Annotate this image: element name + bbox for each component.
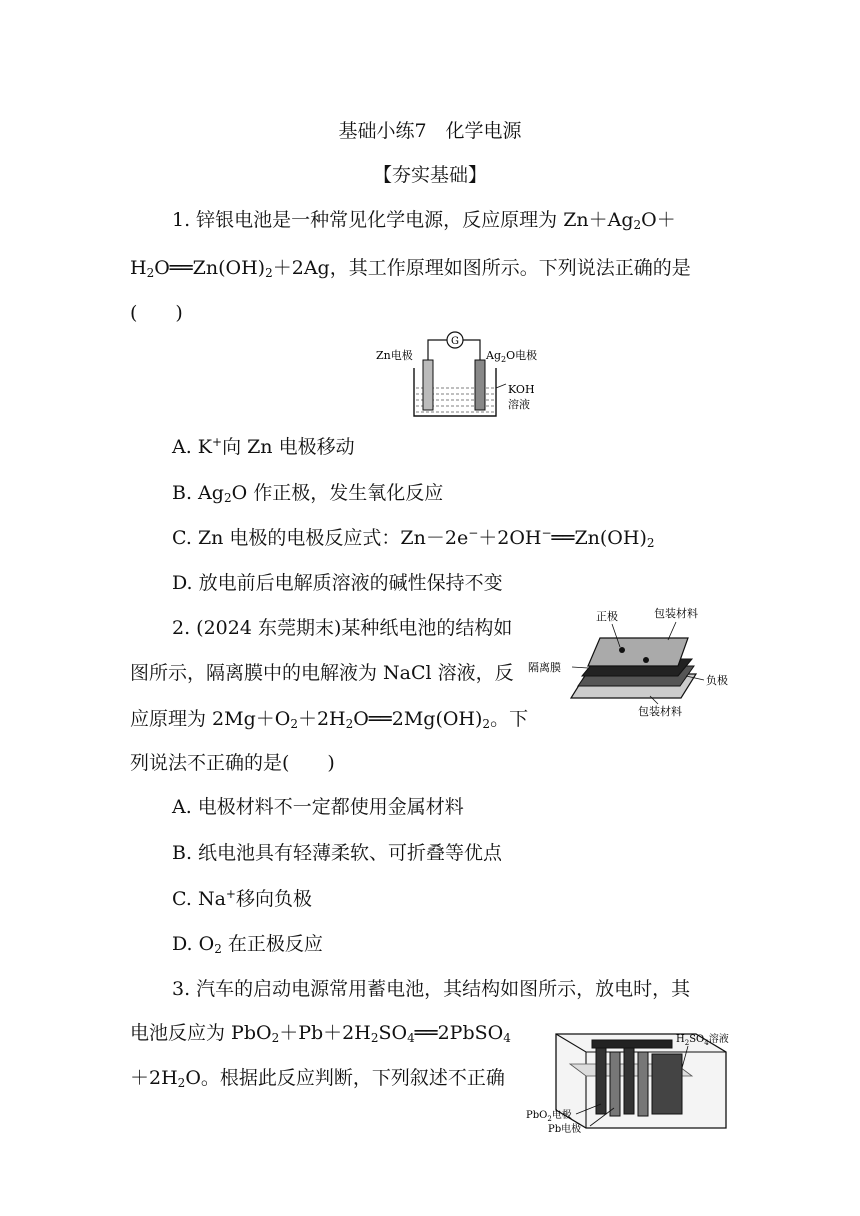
pbo2-electrode-label: PbO$_2$电极 <box>526 1110 572 1123</box>
q1-option-b[interactable]: B. $Ag_2O$ 作正极，发生氧化反应 <box>172 482 444 505</box>
q3-lead-acid-battery-figure <box>526 1024 746 1140</box>
koh-label: KOH <box>508 383 535 396</box>
q2-line-3: 应原理为 $2Mg+O_2+2H_2O══2Mg(OH)_2$。下 <box>130 708 529 731</box>
q1-line-1: 1. 锌银电池是一种常见化学电源，反应原理为 $Zn+Ag_2O+$ <box>172 209 676 232</box>
negative-label: 负极 <box>706 674 728 687</box>
q1-answer-paren: ( ) <box>130 302 183 324</box>
h2so4-solution-label: $H_2SO_4$溶液 <box>676 1034 729 1047</box>
pb-electrode-label: Pb电极 <box>548 1124 582 1135</box>
ag2o-electrode-label: $Ag_2O$电极 <box>486 349 538 364</box>
page-title: 基础小练7 化学电源 <box>338 120 522 142</box>
q1-option-a[interactable]: A. K+向 Zn 电极移动 <box>172 435 355 458</box>
q3-line-2: 电池反应为 $PbO_2+Pb+2H_2SO_4══2PbSO_4$ <box>130 1022 511 1045</box>
q2-line-1: 2. (2024 东莞期末)某种纸电池的结构如 <box>172 617 513 639</box>
separator-label: 隔离膜 <box>528 661 561 674</box>
galvanometer-label: G <box>451 336 459 347</box>
q3-line-3: $+2H_2O$。根据此反应判断，下列叙述不正确 <box>130 1067 505 1090</box>
q2-paper-battery-figure <box>526 602 746 726</box>
q1-line-2: $H_2O══Zn(OH)_2+2Ag$，其工作原理如图所示。下列说法正确的是 <box>130 257 691 280</box>
positive-label: 正极 <box>596 610 618 623</box>
q2-option-b[interactable]: B. 纸电池具有轻薄柔软、可折叠等优点 <box>172 842 503 864</box>
q3-line-1: 3. 汽车的启动电源常用蓄电池，其结构如图所示，放电时，其 <box>172 978 691 1000</box>
zn-electrode-label: Zn电极 <box>376 349 413 362</box>
q2-option-c[interactable]: C. Na+移向负极 <box>172 887 312 910</box>
packaging-top-label: 包装材料 <box>654 607 698 620</box>
solution-label: 溶液 <box>508 398 530 411</box>
q1-battery-figure <box>370 322 540 426</box>
packaging-bottom-label: 包装材料 <box>638 705 682 718</box>
q2-option-a[interactable]: A. 电极材料不一定都使用金属材料 <box>172 796 464 818</box>
ag2o-electrode <box>475 360 485 410</box>
q1-option-d[interactable]: D. 放电前后电解质溶液的碱性保持不变 <box>172 572 503 594</box>
q2-option-d[interactable]: D. $O_2$ 在正极反应 <box>172 933 323 956</box>
zn-electrode <box>423 360 433 410</box>
q1-option-c[interactable]: C. Zn 电极的电极反应式：$Zn-2e^-+2OH^-══Zn(OH)_2$ <box>172 526 655 550</box>
section-heading: 【夯实基础】 <box>372 164 487 186</box>
q2-line-2: 图所示，隔离膜中的电解液为 NaCl 溶液，反 <box>130 662 514 684</box>
q2-line-4: 列说法不正确的是( ) <box>130 752 335 774</box>
